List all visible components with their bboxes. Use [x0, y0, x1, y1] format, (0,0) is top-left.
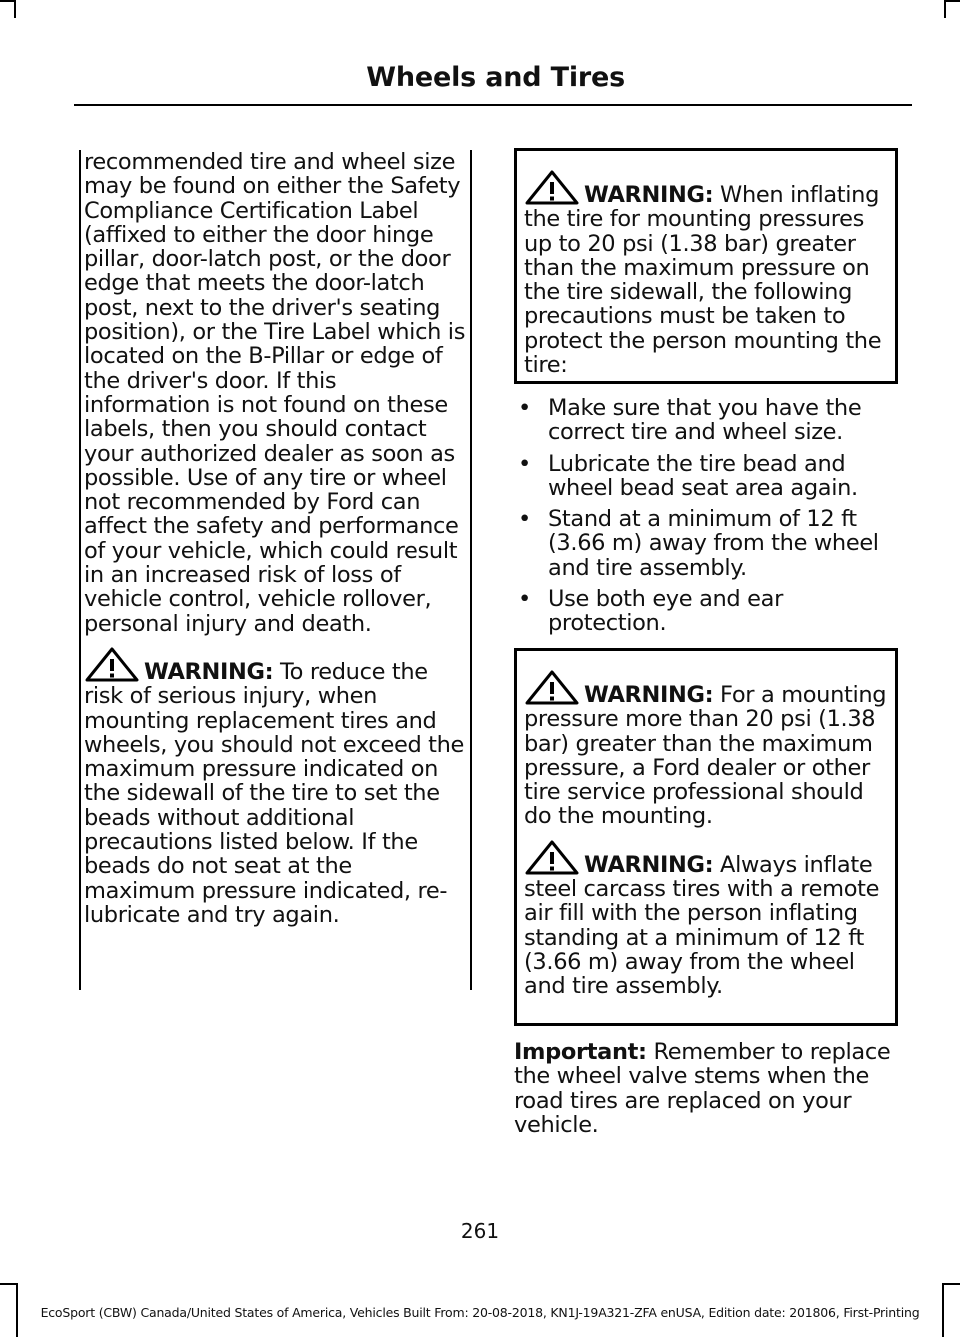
warning-label: WARNING:: [584, 682, 714, 708]
bullet: •: [518, 506, 531, 533]
warning-block: [524, 169, 891, 377]
bullet: •: [518, 395, 531, 421]
warning-label: WARNING:: [584, 851, 714, 878]
crop-mark: [944, 0, 946, 18]
list-item-text: Stand at a minimum of 12 ft (3.66 m) away from the wheel and tire assembly.: [548, 506, 879, 581]
warning-label: WARNING:: [584, 182, 714, 208]
warning-block: [524, 669, 891, 829]
warning-text: For a mounting pressure more than 20 psi (1.38 bar) greater than the maximum pressure, a Ford dealer or other tire service professional should do the mounting.: [524, 682, 887, 830]
column-rule-left: [79, 150, 81, 990]
body-paragraph: recommended tire and wheel size may be found on either the Safety Compliance Certification Label (affixed to either the door hinge pillar, door-latch post, or the door edge that meets the door-latch post, next to the driver's seating position), or the Tire Label which is located on the B-Pillar or edge of the driver's door. If this information is not found on these labels, then you should contact your authorized dealer as soon as possible. Use of any tire or wheel not recommended by Ford can affect the safety and performance of your vehicle, which could result in an increased risk of loss of vehicle control, vehicle rollover, personal injury and death.: [84, 149, 466, 637]
page-number: 261: [460, 1219, 500, 1243]
title-divider: [74, 104, 912, 106]
crop-mark: [942, 1283, 960, 1285]
page-title: Wheels and Tires: [366, 62, 625, 93]
left-column: [84, 150, 466, 927]
footer-edition-info: EcoSport (CBW) Canada/United States of America, Vehicles Built From: 20-08-2018, KN1J-19A321-ZFA enUSA, Edition date: 201806, First-Printing: [40, 1305, 920, 1320]
warning-triangle-icon: [84, 646, 140, 682]
warning-label: WARNING:: [144, 658, 274, 685]
bullet: •: [518, 450, 531, 477]
warning-text: To reduce the risk of serious injury, when mounting replacement tires and wheels, you should not exceed the maximum pressure indicated on the sidewall of the tire to set the beads without additional precautions listed below. If the beads do not seat at the maximum pressure indicated, re-lubricate and try again.: [84, 658, 465, 928]
warning-triangle-icon: [524, 669, 580, 705]
list-item: [518, 452, 908, 501]
warning-text: Always inflate steel carcass tires with a remote air fill with the person inflating standing at a minimum of 12 ft (3.66 m) away from the wheel and tire assembly.: [524, 851, 880, 1000]
list-item: [518, 507, 908, 580]
bullet: •: [518, 586, 531, 613]
warning-block: [84, 646, 466, 927]
important-label: Important:: [514, 1039, 647, 1065]
list-item: [518, 587, 908, 636]
crop-mark: [944, 0, 960, 2]
warning-triangle-icon: [524, 839, 580, 875]
precaution-list: [518, 396, 908, 643]
list-item-text: Lubricate the tire bead and wheel bead seat area again.: [548, 450, 858, 501]
crop-mark: [14, 0, 16, 18]
warning-triangle-icon: [524, 169, 580, 205]
warning-box: [514, 148, 898, 384]
warning-box: [514, 648, 898, 1026]
warning-text: When inflating the tire for mounting pressures up to 20 psi (1.38 bar) greater than the maximum pressure on the tire sidewall, the following precautions must be taken to protect the person mounting the tire:: [524, 182, 882, 379]
column-rule-right: [470, 150, 472, 990]
warning-block: [524, 839, 891, 999]
list-item: [518, 396, 908, 445]
important-text: Remember to replace the wheel valve stems when the road tires are replaced on your vehicle.: [514, 1039, 891, 1138]
list-item-text: Use both eye and ear protection.: [548, 586, 783, 637]
important-note: [514, 1040, 906, 1137]
list-item-text: Make sure that you have the correct tire and wheel size.: [548, 395, 862, 446]
